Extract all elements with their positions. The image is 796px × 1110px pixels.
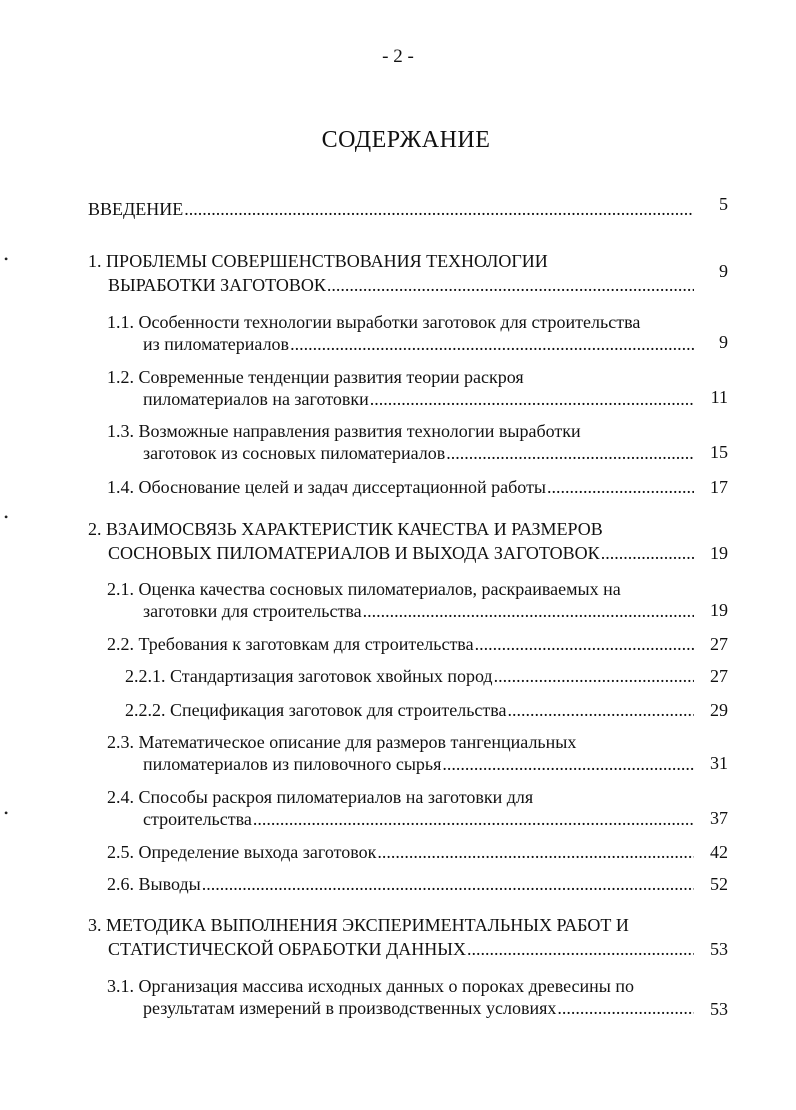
toc-entry-text: результатам измерений в производственных условиях [143,998,557,1018]
dot-leader [557,997,694,1019]
toc-entry-section-2-1[interactable] [107,578,694,622]
page-number: - 2 - [382,46,414,67]
toc-entry-text: пиломатериалов из пиловочного сырья [143,754,442,774]
toc-entry-text: СТАТИСТИЧЕСКОЙ ОБРАБОТКИ ДАННЫХ [108,939,466,959]
toc-entry-section-1-2[interactable] [107,366,694,410]
page-title: СОДЕРЖАНИЕ [321,127,491,153]
toc-page-number: 11 [710,387,728,407]
dot-leader [467,938,694,960]
toc-entry-section-2-2-2[interactable] [125,699,694,721]
toc-page-number: 31 [710,753,728,773]
toc-entry-introduction[interactable] [88,198,694,220]
margin-mark-icon: • [4,510,9,524]
toc-entry-text: 1. ПРОБЛЕМЫ СОВЕРШЕНСТВОВАНИЯ ТЕХНОЛОГИИ [88,251,548,271]
toc-entry-text: из пиломатериалов [143,334,290,354]
dot-leader [601,542,694,564]
dot-leader [290,333,694,355]
toc-entry-section-2-2[interactable] [107,633,694,655]
toc-entry-text: 2.5. Определение выхода заготовок [107,842,377,862]
dot-leader [508,699,694,721]
dot-leader [475,633,694,655]
dot-leader [363,600,694,622]
toc-entry-text: заготовки для строительства [143,601,362,621]
toc-entry-text: 1.3. Возможные направления развития технологии выработки [107,421,581,441]
dot-leader [253,808,694,830]
dot-leader [547,476,694,498]
toc-page-number: 37 [710,808,728,828]
dot-leader [377,841,694,863]
toc-entry-section-2-2-1[interactable] [125,665,694,687]
toc-entry-text: строительства [143,809,252,829]
dot-leader [446,442,694,464]
toc-entry-section-2-4[interactable] [107,786,694,830]
toc-entry-text: ВВЕДЕНИЕ [88,199,184,219]
toc-entry-chapter-2[interactable] [88,518,694,564]
toc-entry-text: СОСНОВЫХ ПИЛОМАТЕРИАЛОВ И ВЫХОДА ЗАГОТОВОК [108,543,600,563]
toc-entry-text: 3. МЕТОДИКА ВЫПОЛНЕНИЯ ЭКСПЕРИМЕНТАЛЬНЫХ РАБОТ И [88,915,629,935]
toc-page-number: 53 [710,939,728,959]
toc-entry-text: пиломатериалов на заготовки [143,389,369,409]
dot-leader [327,274,694,296]
toc-entry-section-2-5[interactable] [107,841,694,863]
toc-entry-chapter-1[interactable] [88,250,694,296]
toc-page-number: 9 [719,332,728,352]
toc-entry-text: заготовок из сосновых пиломатериалов [143,443,446,463]
toc-entry-text: 2.2.1. Стандартизация заготовок хвойных пород [125,666,493,686]
toc-entry-chapter-3[interactable] [88,914,694,960]
toc-page-number: 19 [710,600,728,620]
toc-entry-section-2-6[interactable] [107,873,694,895]
toc-entry-section-1-3[interactable] [107,420,694,464]
toc-page-number: 9 [719,261,728,281]
toc-page-number: 42 [710,842,728,862]
toc-page-number: 52 [710,874,728,894]
toc-page-number: 53 [710,999,728,1019]
toc-entry-section-3-1[interactable] [107,975,694,1019]
toc-entry-section-1-1[interactable] [107,311,694,355]
toc-entry-text: 2.6. Выводы [107,874,201,894]
toc-page-number: 27 [710,666,728,686]
toc-entry-text: 2.2.2. Спецификация заготовок для строительства [125,700,507,720]
dot-leader [442,753,694,775]
dot-leader [370,388,694,410]
dot-leader [202,873,694,895]
toc-entry-section-1-4[interactable] [107,476,694,498]
toc-entry-text: 1.1. Особенности технологии выработки заготовок для строительства [107,312,641,332]
toc-entry-text: 2.1. Оценка качества сосновых пиломатериалов, раскраиваемых на [107,579,621,599]
toc-page-number: 17 [710,477,728,497]
toc-entry-text: 3.1. Организация массива исходных данных о пороках древесины по [107,976,635,996]
toc-page-number: 27 [710,634,728,654]
dot-leader [184,198,694,220]
margin-mark-icon: • [4,252,9,266]
toc-page-number: 29 [710,700,728,720]
toc-entry-section-2-3[interactable] [107,731,694,775]
toc-entry-text: 1.2. Современные тенденции развития теории раскроя [107,367,524,387]
toc-entry-text: 2. ВЗАИМОСВЯЗЬ ХАРАКТЕРИСТИК КАЧЕСТВА И РАЗМЕРОВ [88,519,603,539]
toc-page-number: 19 [710,543,728,563]
toc-page-number: 5 [719,194,728,214]
toc-entry-text: ВЫРАБОТКИ ЗАГОТОВОК [108,275,326,295]
dot-leader [494,665,694,687]
toc-entry-text: 2.3. Математическое описание для размеров тангенциальных [107,732,577,752]
toc-entry-text: 2.2. Требования к заготовкам для строительства [107,634,474,654]
toc-page-number: 15 [710,442,728,462]
margin-mark-icon: • [4,806,9,820]
toc-entry-text: 2.4. Способы раскроя пиломатериалов на заготовки для [107,787,534,807]
toc-entry-text: 1.4. Обоснование целей и задач диссертационной работы [107,477,547,497]
